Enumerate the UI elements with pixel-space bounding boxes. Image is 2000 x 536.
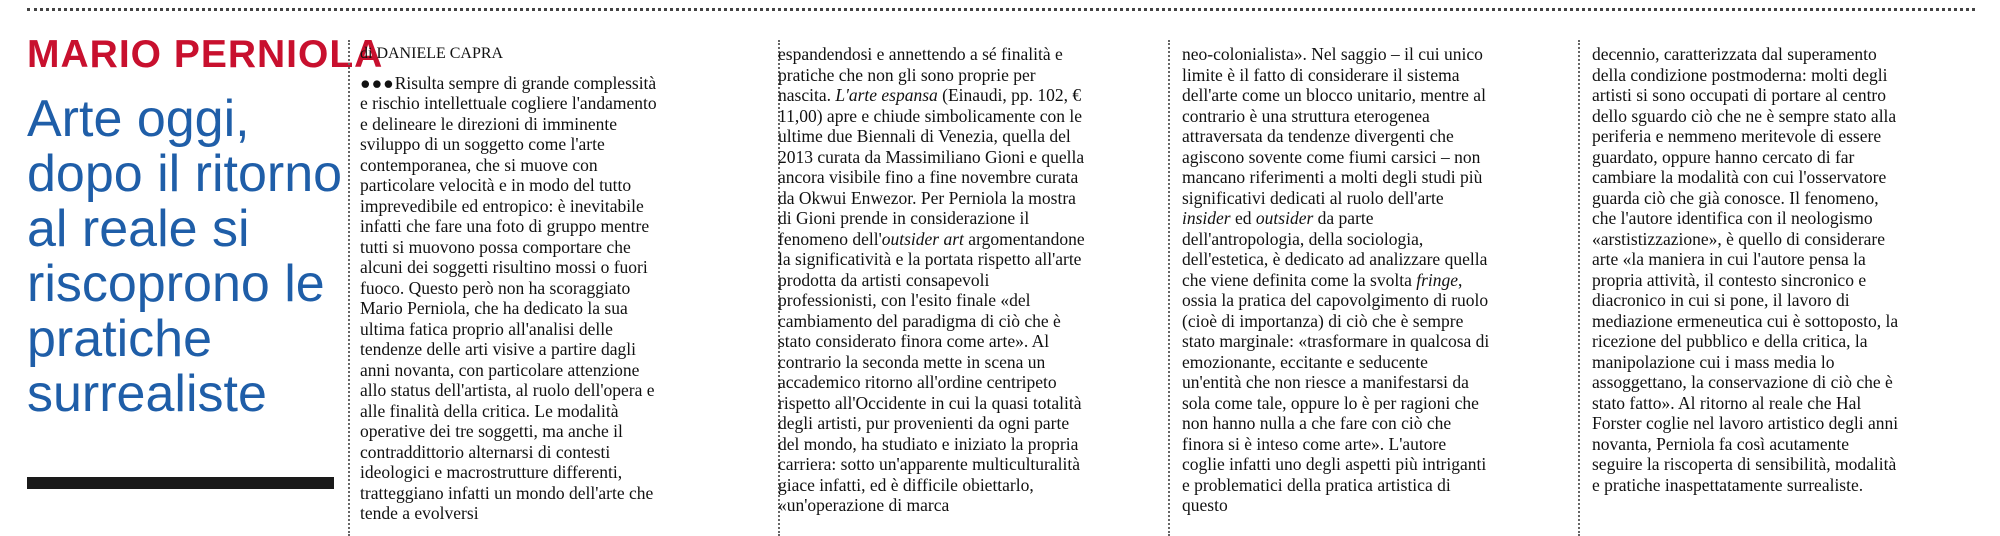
article-column-4 — [1592, 44, 1900, 536]
column-text — [1182, 44, 1490, 516]
column-divider — [1578, 40, 1580, 536]
text-segment: da parte dell'antropologia, della sociologia, dell'estetica, è dedicato ad analizzare quella che viene definita come la svolta — [1182, 208, 1488, 290]
italic-text: outsider — [1255, 208, 1314, 228]
italic-text: fringe — [1416, 269, 1459, 290]
text-segment: (Einaudi, pp. 102, € 11,00) apre e chiude simbolicamente con le ultime due Biennali di Venezia, quella del 2013 curata da Massimiliano Gioni e quella ancora visibile fino a fine novembre curata da Okwui Enwezor. Per Perniola la mostra di Gioni prende in considerazione il fenomeno dell' — [778, 85, 1085, 249]
text-segment: neo-colonialista». Nel saggio – il cui unico limite è il fatto di considerare il sistema dell'arte come un blocco unitario, mentre al contrario è una struttura eterogenea attraversata da tendenze divergenti che agiscono sovente come fiumi carsici – non mancano riferimenti a molti degli studi più significativi dedicati al ruolo dell'arte — [1182, 44, 1486, 208]
top-dotted-rule — [27, 8, 1975, 11]
text-segment: , ossia la pratica del capovolgimento di ruolo (cioè di importanza) di ciò che è sempre stato marginale: «trasformare in qualcosa di emozionante, eccitante e seducente un'entità che non riesce a manifestarsi da sola come tale, oppure lo è per ragioni che non hanno nulla a che fare con ciò che finora si è inteso come arte». L'autore coglie infatti uno degli aspetti più intriganti e problematici della pratica artistica di questo — [1182, 269, 1490, 515]
text-segment: espandendosi e annettendo a sé finalità e pratiche che non gli sono proprie per nascita. — [778, 44, 1063, 105]
column-divider — [1168, 40, 1170, 536]
text-segment: Risulta sempre di grande complessità e rischio intellettuale cogliere l'andamento e delineare le direzioni di imminente sviluppo di un soggetto come l'arte contemporanea, che si muove con particolare velocità e in modo del tutto imprevedibile ed entropico: è inevitabile infatti che fare una foto di gruppo mentre tutti si muovono possa comportare che alcuni dei soggetti risultino mossi o fuori fuoco. Questo però non ha scoraggiato Mario Perniola, che ha dedicato la sua ultima fatica proprio all'analisi delle tendenze delle arti visive a partire dagli anni novanta, con particolare attenzione allo status dell'artista, al ruolo dell'opera e alle finalità della critica. Le modalità operative dei tre soggetti, ma anche il contraddittorio alternarsi di contesti ideologici e macrostrutture differenti, tratteggiano infatti un mondo dell'arte che tende a evolversi — [360, 72, 657, 523]
byline: di DANIELE CAPRA — [360, 45, 504, 62]
column-text — [360, 73, 668, 524]
text-segment: decennio, caratterizzata dal superamento della condizione postmoderna: molti degli artisti si sono occupati di portare al centro dello sguardo ciò che ne è sempre stato alla periferia e nemmeno meritevole di essere guardato, oppure hanno cercato di far cambiare la modalità con cui l'osservatore guarda ciò che già conosce. Il fenomeno, che l'autore identifica con il neologismo «arstistizzazione», è quello di considerare arte «la maniera in cui l'autore pensa la propria attività, il contesto sincronico e diacronico in cui si pone, il lavoro di mediazione ermeneutica cui è sottoposto, la ricezione del pubblico e della critica, la manipolazione cui i mass media lo assoggettano, la conservazione di ciò che è stato fatto». Al ritorno al reale che Hal Forster coglie nel lavoro artistico degli anni novanta, Perniola fa così acutamente seguire la riscoperta di sensibilità, modalità e pratiche inaspettatamente surrealiste. — [1592, 44, 1899, 495]
italic-text: insider — [1182, 208, 1231, 228]
section-title: MARIO PERNIOLA — [27, 33, 384, 76]
headline-footer-bar — [27, 477, 334, 489]
column-divider — [348, 40, 350, 536]
italic-text: outsider art — [881, 228, 964, 249]
lead-dots: ●●● — [360, 72, 395, 93]
italic-text: L'arte espansa — [835, 85, 938, 105]
article-column-2 — [778, 44, 1086, 536]
column-text — [778, 44, 1086, 516]
article-column-3 — [1182, 44, 1490, 536]
column-text — [1592, 44, 1900, 495]
headline: Arte oggi, dopo il ritorno al reale si riscoprono le pratiche surrealiste — [27, 90, 343, 423]
text-segment: argomentandone la significatività e la portata rispetto all'arte prodotta da artisti consapevoli professionisti, con l'esito finale «del cambiamento del paradigma di ciò che è stato considerato finora come arte». Al contrario la seconda mette in scena un accademico ritorno all'ordine centripeto rispetto all'Occidente in cui la quasi totalità degli artisti, pur provenienti da ogni parte del mondo, ha studiato e iniziato la propria carriera: sotto un'apparente multiculturalità giace infatti, ed è difficile obiettarlo, «un'operazione di marca — [778, 228, 1085, 515]
article-column-1 — [360, 44, 668, 536]
text-segment: ed — [1230, 208, 1256, 228]
